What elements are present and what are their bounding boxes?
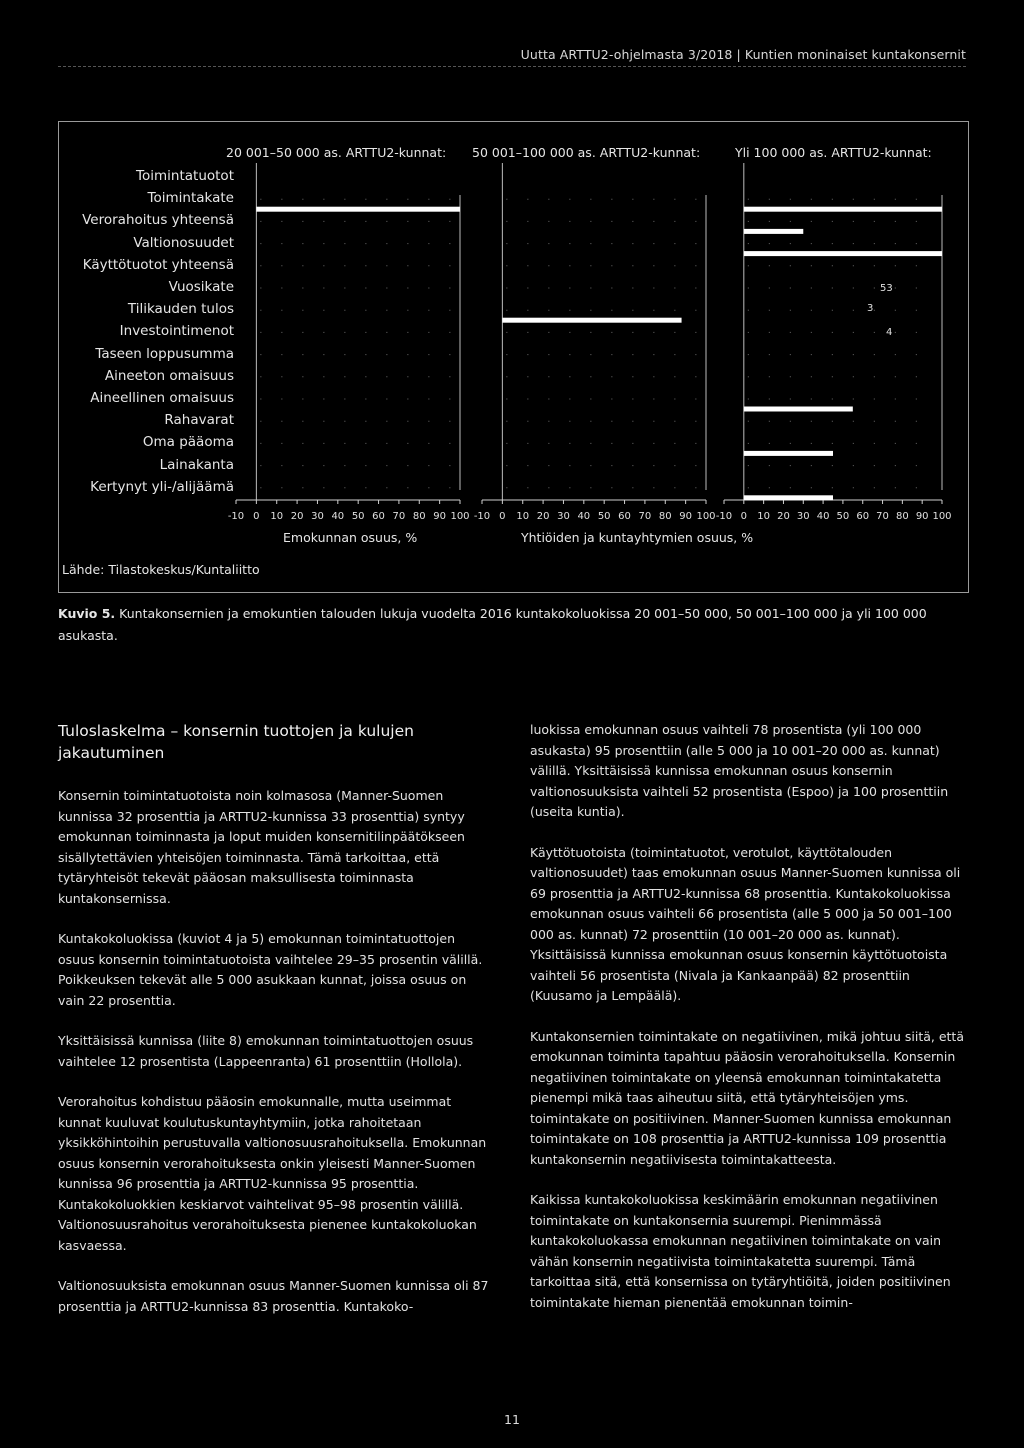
row-label: Investointimenot [119, 323, 234, 340]
x-tick-label: 90 [433, 511, 447, 522]
value-annotation: 3 [867, 303, 874, 314]
body-column-left [58, 720, 494, 1337]
x-tick-label: 70 [392, 511, 406, 522]
row-label: Kertynyt yli-/alijäämä [90, 478, 234, 495]
paragraph: Yksittäisissä kunnissa (liite 8) emokunnan toimintatuottojen osuus vaihtelee 12 prosentista (Lappeenranta) 61 prosenttiin (Hollola). [58, 1033, 474, 1069]
paragraph: Käyttötuotoista (toimintatuotot, verotulot, käyttötalouden valtionosuudet) taas emokunnan osuus Manner-Suomen kunnissa oli 69 prosenttia ja ARTTU2-kunnissa 68 prosenttia. Kuntakokoluokissa emokunnan osuus vaihteli 66 prosentista (alle 5 000 ja 50 001–100 000 as. kunnat) 72 prosenttiin (10 001–20 000 as. kunnat). Yksittäisissä kunnissa emokunnan osuus konsernin käyttötuotoista vaihteli 56 prosentista (Nivala ja Kankaanpää) 82 prosenttiin (Kuusamo ja Lempäälä). [530, 844, 961, 1003]
x-tick-label: 30 [796, 511, 810, 522]
bar [744, 207, 942, 212]
x-tick-label: 90 [915, 511, 929, 522]
x-tick-label: -10 [473, 511, 491, 522]
bar [744, 251, 942, 256]
x-tick-label: 10 [516, 511, 530, 522]
paragraph: Konsernin toimintatuotoista noin kolmasosa (Manner-Suomen kunnissa 32 prosenttia ja ARTTU2-kunnissa 33 prosenttia) syntyy emokunnan toiminnasta ja loput muiden konsernitilinpäätökseen sisällytettävien yhteisöjen toiminnasta. Tämä tarkoittaa, että tytäryhteisöt tekevät pääosan maksullisesta toiminnasta kuntakonsernissa. [58, 788, 465, 906]
x-tick-label: -10 [715, 511, 733, 522]
x-tick-label: 80 [412, 511, 426, 522]
x-tick-label: 40 [331, 511, 345, 522]
x-tick-label: 50 [836, 511, 850, 522]
row-label: Aineellinen omaisuus [90, 390, 234, 406]
x-tick-label: 20 [290, 511, 304, 522]
x-tick-label: 60 [856, 511, 870, 522]
bar [744, 451, 833, 456]
x-tick-label: 60 [372, 511, 385, 522]
paragraph: Valtionosuuksista emokunnan osuus Manner-Suomen kunnissa oli 87 prosenttia ja ARTTU2-kunnissa 83 prosenttia. Kuntakoko- [58, 1278, 489, 1314]
x-tick-label: 0 [499, 511, 506, 522]
paragraph: Verorahoitus kohdistuu pääosin emokunnalle, mutta useimmat kunnat kuuluvat koulutuskuntayhtymiin, jotka rahoitetaan yksikköhintoihin perustuvalla valtionosuusrahoituksella. Emokunnan osuus konsernin verorahoituksesta onkin yleisesti Manner-Suomen kunnissa 96 prosenttia ja ARTTU2-kunnissa 95 prosenttia. Kuntakokoluokkien keskiarvot vaihtelivat 95–98 prosentin välillä. Valtionosuusrahoitus verorahoituksesta pienenee kuntakokoluokan kasvaessa. [58, 1094, 487, 1253]
row-label: Vuosikate [168, 279, 234, 295]
row-label: Rahavarat [164, 412, 234, 429]
value-annotation: 53 [880, 283, 893, 294]
x-tick-label: 40 [816, 511, 830, 522]
x-tick-label: 100 [932, 511, 952, 522]
x-tick-label: 100 [696, 511, 716, 522]
row-label: Oma pääoma [142, 434, 234, 451]
bar-chart-panels [0, 0, 1024, 560]
bar [744, 407, 853, 412]
panel-title-3: Yli 100 000 as. ARTTU2-kunnat: [735, 145, 932, 160]
figure-source: Lähde: Tilastokeskus/Kuntaliitto [62, 562, 260, 577]
bar [502, 318, 681, 323]
paragraph: luokissa emokunnan osuus vaihteli 78 prosentista (yli 100 000 asukasta) 95 prosenttiin (alle 5 000 ja 10 001–20 000 as. kunnat) välillä. Yksittäisissä kunnissa emokunnan osuus konsernin valtionosuuksista vaihteli 52 prosentista (Espoo) ja 100 prosenttiin (useita kuntia). [530, 722, 949, 819]
x-tick-label: 50 [351, 511, 365, 522]
bar [744, 229, 803, 234]
x-tick-label: 20 [536, 511, 550, 522]
row-label: Verorahoitus yhteensä [82, 212, 234, 229]
paragraph: Kaikissa kuntakokoluokissa keskimäärin emokunnan negatiivinen toimintakate on kuntakonsernia suurempi. Pienimmässä kuntakokoluokassa emokunnan negatiivinen toimintakate on vain vähän konsernin negatiivista toimintakatetta suurempi. Tämä tarkoittaa sitä, että konsernissa on tytäryhtiöitä, joiden positiivinen toimintakate hieman pienentää emokunnan toimin- [530, 1192, 951, 1310]
x-tick-label: 30 [311, 511, 324, 522]
x-tick-label: 0 [253, 511, 260, 522]
axis-title-left: Emokunnan osuus, % [283, 530, 418, 545]
row-label: Toimintakate [147, 190, 234, 207]
row-label: Toimintatuotot [136, 168, 234, 184]
x-tick-label: 30 [557, 511, 570, 522]
section-heading: Tuloslaskelma – konsernin tuottojen ja kulujen jakautuminen [58, 722, 414, 762]
bar [744, 495, 833, 500]
row-label: Taseen loppusumma [95, 345, 234, 362]
x-tick-label: 70 [876, 511, 889, 522]
x-tick-label: 20 [777, 511, 790, 522]
row-label: Lainakanta [159, 456, 234, 473]
x-tick-label: 80 [895, 511, 909, 522]
x-tick-label: 0 [740, 511, 748, 522]
x-tick-label: 40 [577, 511, 591, 522]
paragraph: Kuntakonsernien toimintakate on negatiivinen, mikä johtuu siitä, että emokunnan toiminta tapahtuu pääosin verorahoituksella. Konsernin negatiivinen toimintakate on yleensä emokunnan toimintakatetta pienempi mikä taas aiheutuu siitä, että tytäryhteisöjen yms. toimintakate on positiivinen. Manner-Suomen kunnissa emokunnan toimintakate on 108 prosenttia ja ARTTU2-kunnissa 109 prosenttia kuntakonsernin negatiivisesta toimintakatteesta. [530, 1028, 964, 1167]
caption-text: Kuntakonsernien ja emokuntien talouden lukuja vuodelta 2016 kuntakokoluokissa 20 001–50 000, 50 001–100 000 ja yli 100 000 asukasta. [58, 606, 927, 643]
value-annotation: 4 [886, 327, 893, 338]
x-tick-label: 100 [450, 511, 470, 522]
row-label: Käyttötuotot yhteensä [82, 256, 234, 273]
x-tick-label: 70 [638, 511, 652, 522]
page-number: 11 [504, 1412, 520, 1427]
caption-label: Kuvio 5. [58, 606, 116, 621]
row-label: Aineeton omaisuus [104, 367, 234, 384]
x-tick-label: -10 [227, 511, 245, 522]
row-label: Valtionosuudet [133, 234, 234, 251]
axis-title-right: Yhtiöiden ja kuntayhtymien osuus, % [521, 530, 754, 545]
x-tick-label: 80 [658, 511, 672, 522]
x-tick-label: 50 [597, 511, 611, 522]
x-tick-label: 90 [679, 511, 693, 522]
x-tick-label: 10 [757, 511, 771, 522]
x-tick-label: 60 [618, 511, 631, 522]
running-header: Uutta ARTTU2-ohjelmasta 3/2018 | Kuntien moninaiset kuntakonsernit [520, 47, 966, 62]
panel-title-2: 50 001–100 000 as. ARTTU2-kunnat: [472, 145, 701, 160]
bar [256, 207, 460, 212]
row-label: Tilikauden tulos [127, 301, 234, 318]
paragraph: Kuntakokoluokissa (kuviot 4 ja 5) emokunnan toimintatuottojen osuus konsernin toimintatuotoista vaihtelee 29–35 prosentin välillä. Poikkeuksen tekevät alle 5 000 asukkaan kunnat, joissa osuus on vain 22 prosenttia. [58, 931, 483, 1008]
x-tick-label: 10 [270, 511, 284, 522]
figure-caption [58, 603, 966, 647]
body-column-right [530, 720, 966, 1333]
panel-title-1: 20 001–50 000 as. ARTTU2-kunnat: [226, 145, 447, 160]
